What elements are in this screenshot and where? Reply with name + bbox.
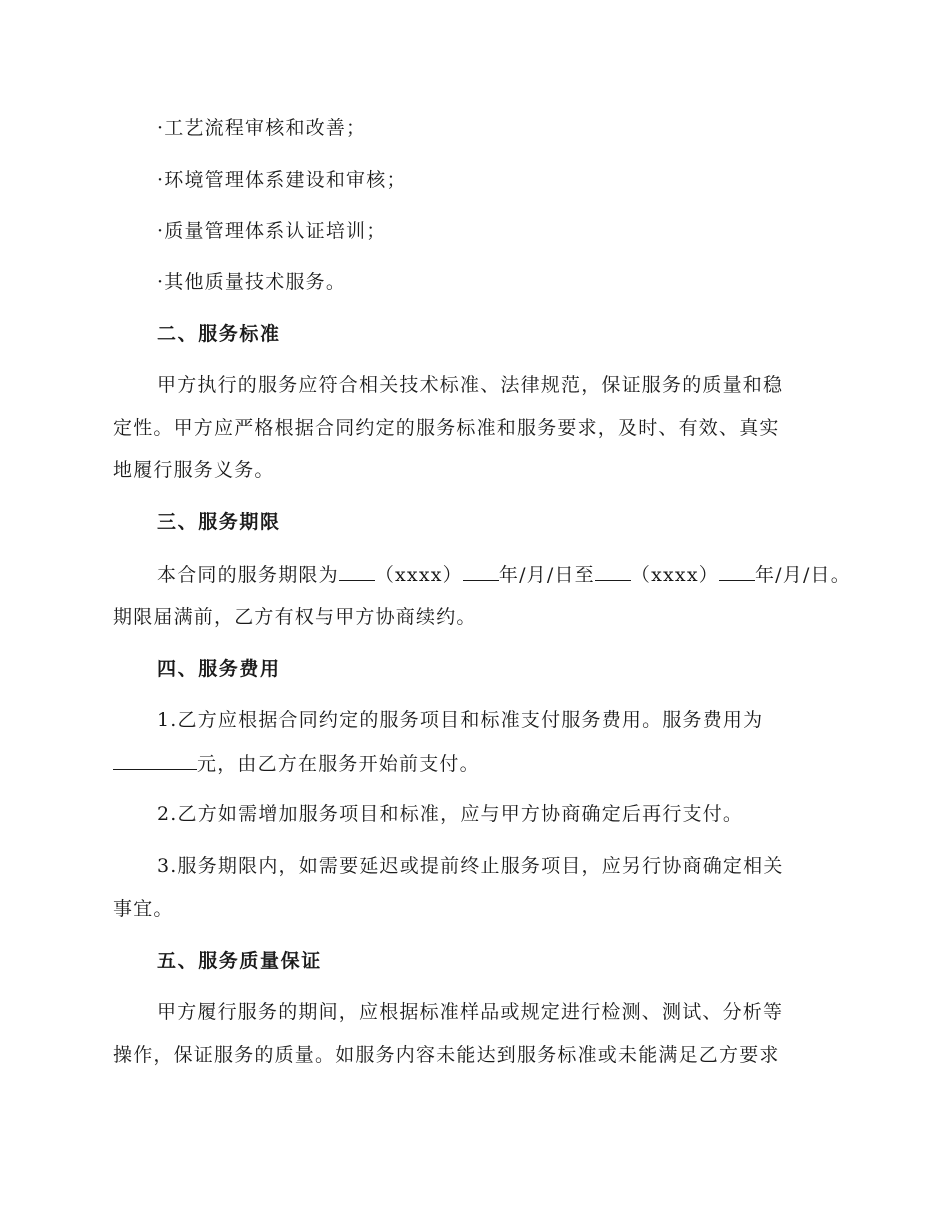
fee-amount-blank[interactable] (113, 749, 197, 770)
fee-item-1-line-1: 1.乙方应根据合同约定的服务项目和标准支付服务费用。服务费用为 (157, 709, 764, 731)
fee-item-2: 2.乙方如需增加服务项目和标准，应与甲方协商确定后再行支付。 (157, 803, 744, 825)
bullet-item-3: ·质量管理体系认证培训； (157, 220, 387, 242)
blank-field[interactable] (595, 560, 631, 581)
paragraph-line: 操作，保证服务的质量。如服务内容未能达到服务标准或未能满足乙方要求 (113, 1044, 780, 1066)
blank-field[interactable] (719, 560, 755, 581)
term-placeholder-start: （xxxx） (374, 564, 463, 586)
paragraph-line: 甲方执行的服务应符合相关技术标准、法律规范，保证服务的质量和稳 (157, 374, 784, 396)
section-heading-service-fee: 四、服务费用 (157, 658, 281, 680)
term-placeholder-end: （xxxx） (630, 564, 719, 586)
fee-item-3-line-2: 事宜。 (113, 898, 174, 920)
section-heading-service-term: 三、服务期限 (157, 511, 281, 533)
service-term-line (157, 560, 851, 589)
term-text-start: 本合同的服务期限为 (157, 564, 339, 586)
bullet-item-4: ·其他质量技术服务。 (157, 271, 347, 293)
fee-item-3-line-1: 3.服务期限内，如需要延迟或提前终止服务项目，应另行协商确定相关 (157, 855, 784, 877)
blank-field[interactable] (339, 560, 375, 581)
fee-item-1-text: 元，由乙方在服务开始前支付。 (197, 753, 480, 775)
paragraph-line: 期限届满前，乙方有权与甲方协商续约。 (113, 606, 477, 628)
section-heading-quality-guarantee: 五、服务质量保证 (157, 950, 322, 972)
paragraph-line: 地履行服务义务。 (113, 459, 275, 481)
term-date-start: 年/月/日至 (498, 564, 595, 586)
section-heading-service-standard: 二、服务标准 (157, 323, 281, 345)
paragraph-line: 甲方履行服务的期间，应根据标准样品或规定进行检测、测试、分析等 (157, 1001, 784, 1023)
fee-item-1-line-2 (113, 749, 480, 778)
bullet-item-1: ·工艺流程审核和改善； (157, 117, 367, 139)
bullet-item-2: ·环境管理体系建设和审核； (157, 169, 407, 191)
paragraph-line: 定性。甲方应严格根据合同约定的服务标准和服务要求，及时、有效、真实 (113, 417, 780, 439)
term-date-end: 年/月/日。 (754, 564, 851, 586)
blank-field[interactable] (463, 560, 499, 581)
